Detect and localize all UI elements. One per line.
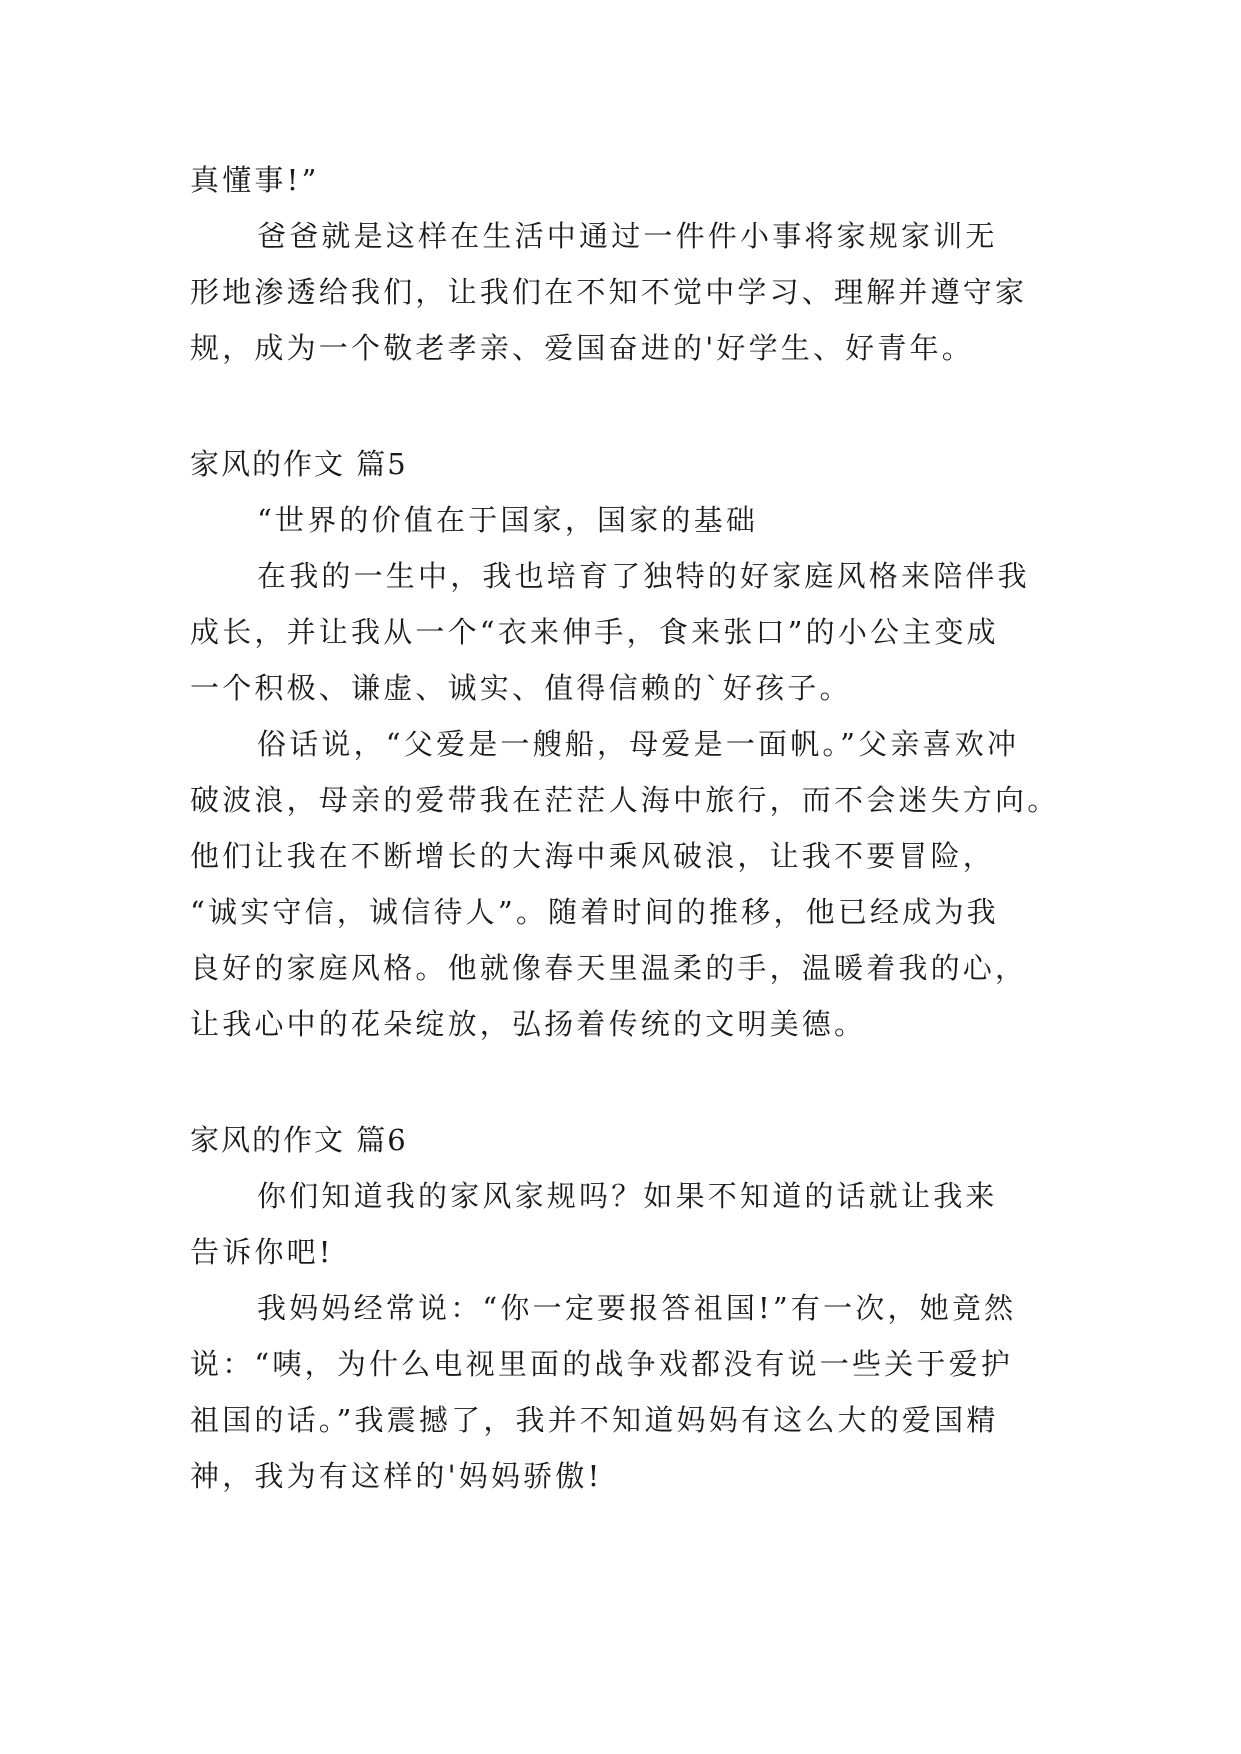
paragraph-line: 我妈妈经常说：“你一定要报答祖国!”有一次，她竟然 [257, 1291, 1017, 1325]
paragraph-line: 让我心中的花朵绽放，弘扬着传统的文明美德。 [190, 1007, 867, 1041]
paragraph-line: 良好的家庭风格。他就像春天里温柔的手，温暖着我的心， [190, 951, 1028, 985]
paragraph-line: 爸爸就是这样在生活中通过一件件小事将家规家训无 [257, 219, 998, 253]
paragraph-line: 告诉你吧! [190, 1235, 334, 1269]
paragraph-line: 规，成为一个敬老孝亲、爱国奋进的'好学生、好青年。 [190, 331, 974, 365]
paragraph-line: 你们知道我的家风家规吗？如果不知道的话就让我来 [257, 1179, 998, 1213]
paragraph-line: 祖国的话。”我震撼了，我并不知道妈妈有这么大的爱国精 [190, 1403, 999, 1437]
paragraph-line: 说：“咦，为什么电视里面的战争戏都没有说一些关于爱护 [190, 1347, 1014, 1381]
section-heading: 家风的作文 篇5 [190, 447, 408, 481]
paragraph-line: 他们让我在不断增长的大海中乘风破浪，让我不要冒险， [190, 839, 996, 873]
paragraph-line: 在我的一生中，我也培育了独特的好家庭风格来陪伴我 [257, 559, 1030, 593]
section-heading: 家风的作文 篇6 [190, 1123, 408, 1157]
paragraph-line: “诚实守信，诚信待人”。随着时间的推移，他已经成为我 [190, 895, 999, 929]
paragraph-line: 成长，并让我从一个“衣来伸手，食来张口”的小公主变成 [190, 615, 999, 649]
paragraph-line: 神，我为有这样的'妈妈骄傲! [190, 1459, 603, 1493]
paragraph-line: 真懂事!” [190, 163, 320, 197]
paragraph-line: 破波浪，母亲的爱带我在茫茫人海中旅行，而不会迷失方向。 [190, 783, 1060, 817]
paragraph-line: 形地渗透给我们，让我们在不知不觉中学习、理解并遵守家 [190, 275, 1028, 309]
paragraph-line: 俗话说，“父爱是一艘船，母爱是一面帆。”父亲喜欢冲 [257, 727, 1020, 761]
paragraph-line: “世界的价值在于国家，国家的基础 [257, 503, 759, 537]
paragraph-line: 一个积极、谦虚、诚实、值得信赖的`好孩子。 [190, 671, 852, 705]
